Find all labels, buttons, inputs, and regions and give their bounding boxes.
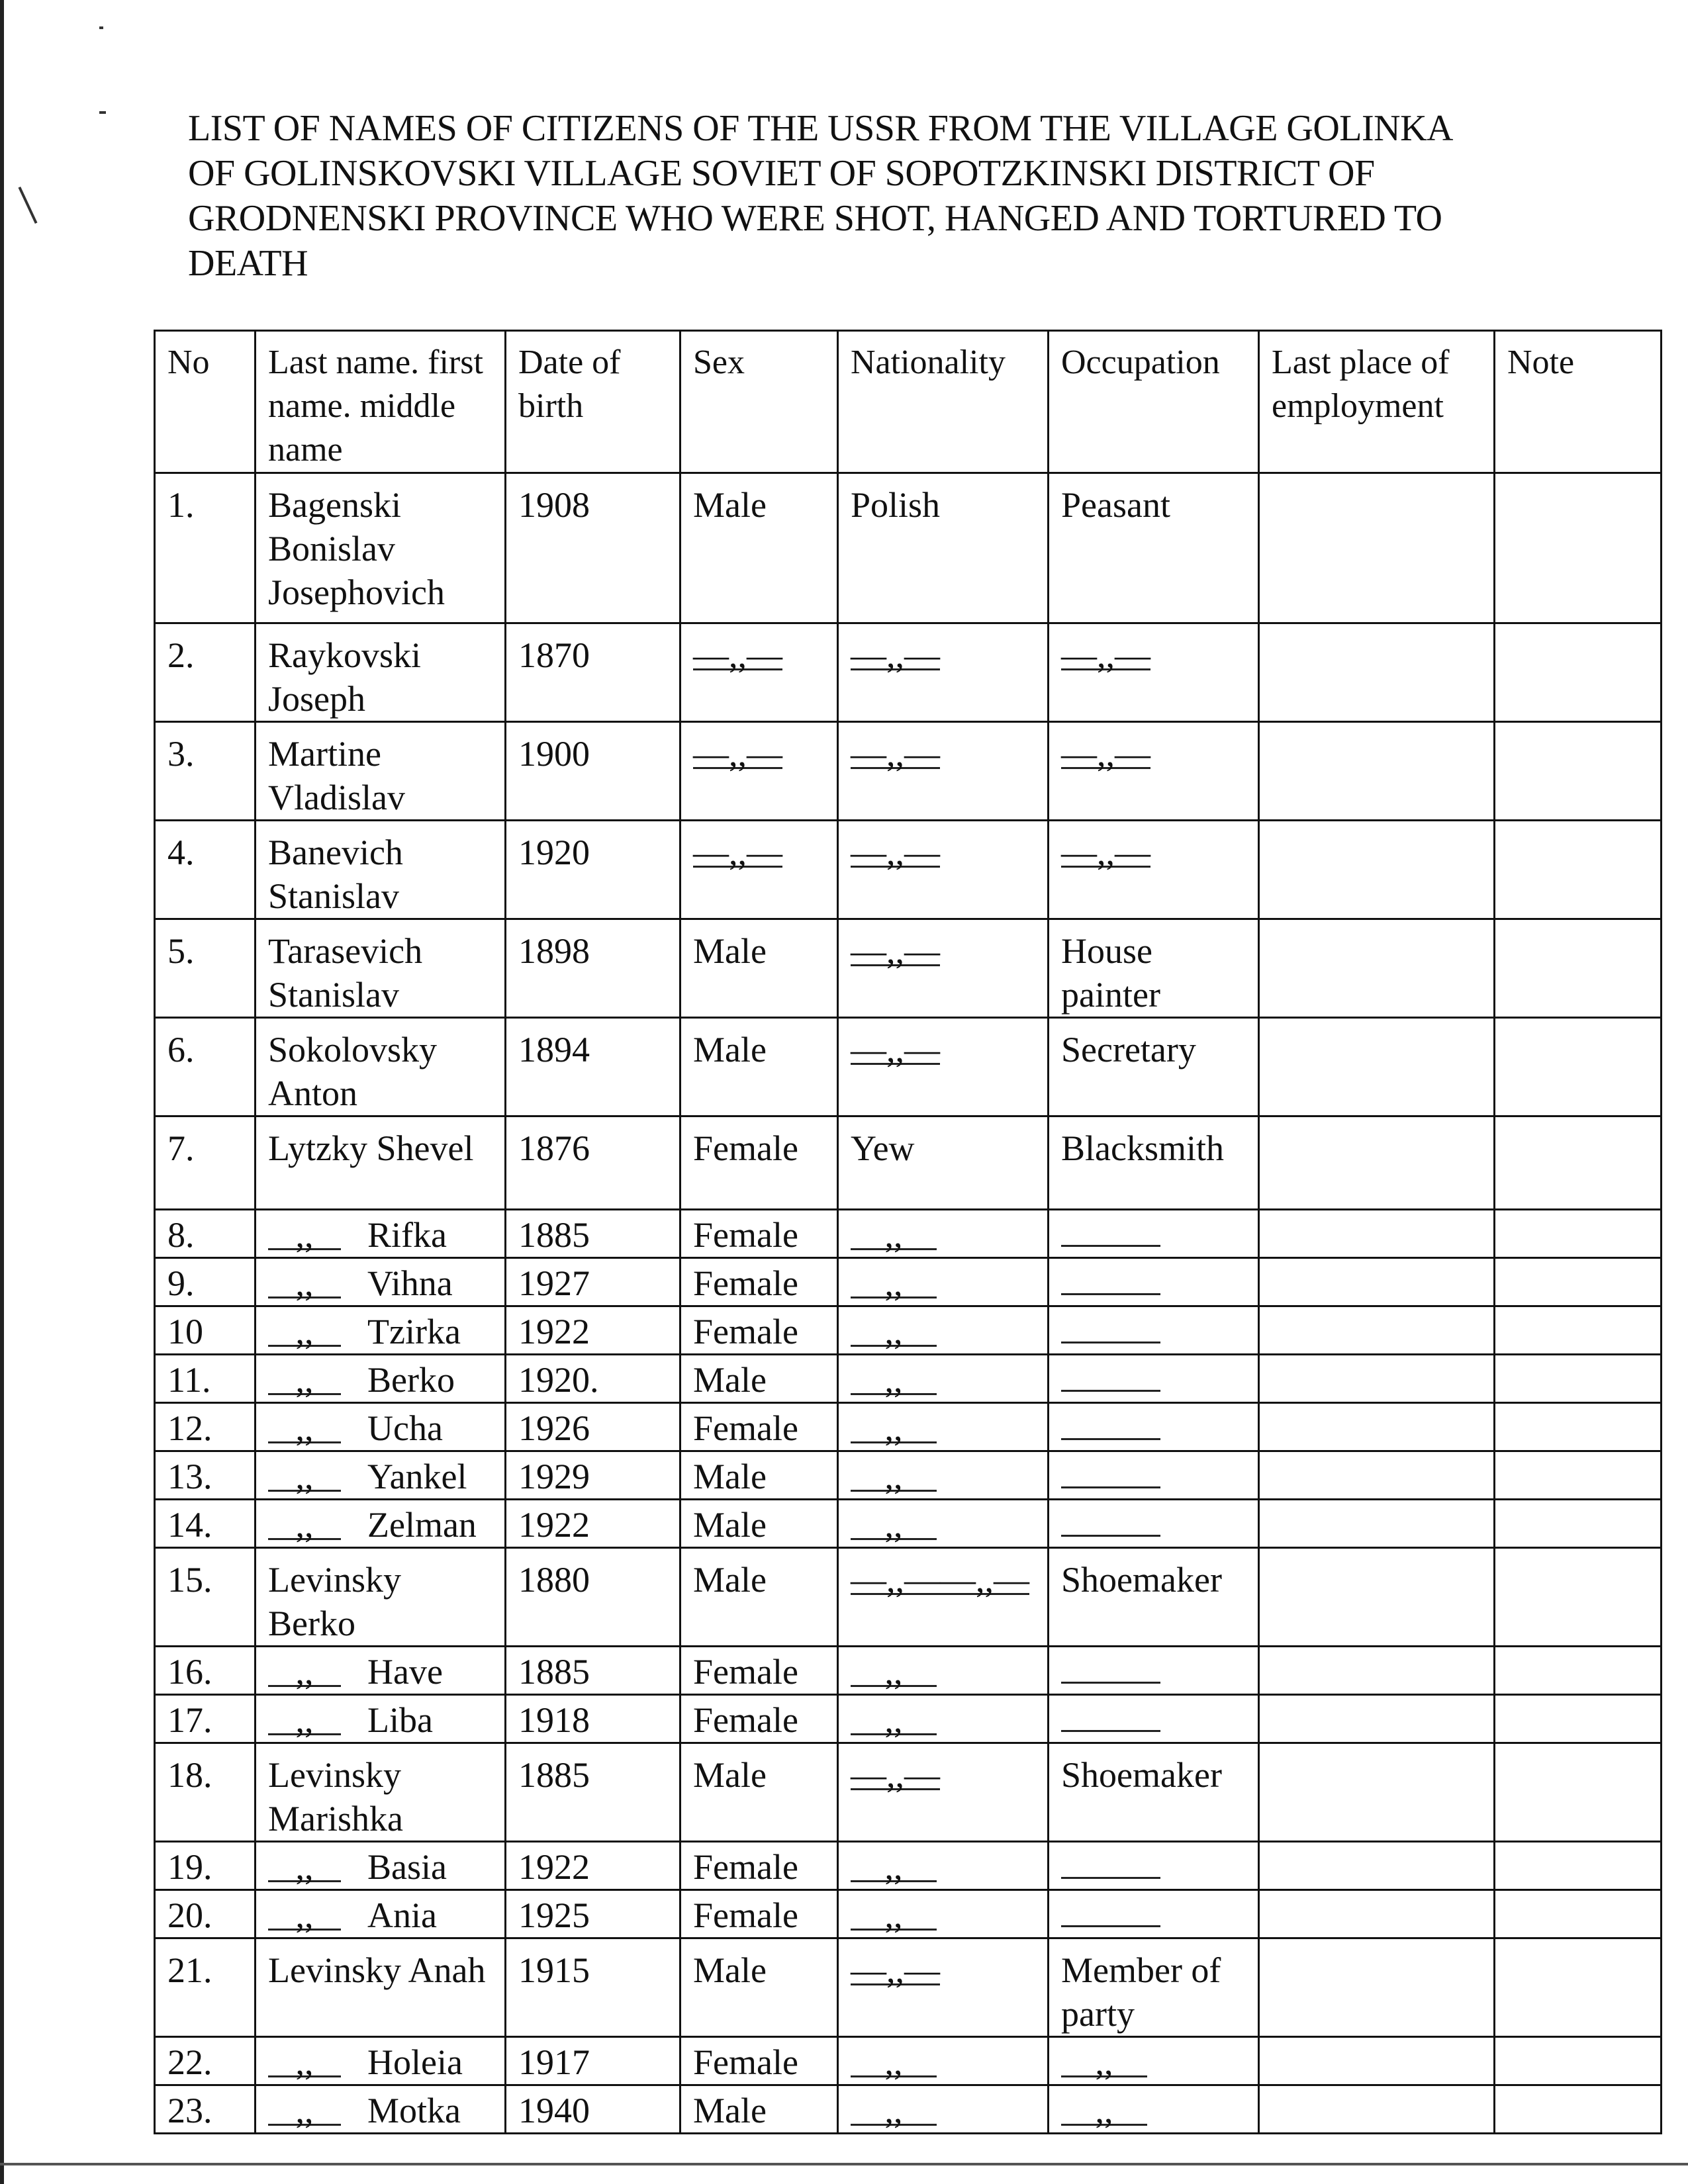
table-header-row bbox=[155, 331, 1662, 473]
first-name: Yankel bbox=[367, 1457, 467, 1496]
cell-name: Tarasevich Stanislav bbox=[256, 919, 506, 1018]
cell-name: Lytzky Shevel bbox=[256, 1116, 506, 1210]
cell-occupation: Member of party bbox=[1049, 1938, 1259, 2037]
first-name: Tzirka bbox=[367, 1312, 461, 1351]
cell-name: Bagenski Bonislav Josephovich bbox=[256, 473, 506, 623]
cell-last-employment bbox=[1259, 821, 1495, 919]
cell-note bbox=[1495, 1500, 1662, 1548]
cell-name bbox=[256, 1258, 506, 1306]
cell-dob: 1925 bbox=[506, 1890, 680, 1938]
table-row bbox=[155, 1890, 1662, 1938]
cell-no: 20. bbox=[155, 1890, 256, 1938]
cell-nationality bbox=[838, 722, 1049, 821]
header-note: Note bbox=[1495, 331, 1662, 473]
cell-sex: Male bbox=[680, 1548, 838, 1647]
cell-last-employment bbox=[1259, 2085, 1495, 2134]
cell-occupation: Blacksmith bbox=[1049, 1116, 1259, 1210]
cell-sex: Female bbox=[680, 1306, 838, 1355]
ditto-mark: ,, bbox=[268, 1659, 341, 1687]
table-row bbox=[155, 1743, 1662, 1842]
table-row bbox=[155, 1451, 1662, 1500]
cell-last-employment bbox=[1259, 1647, 1495, 1695]
cell-name: Sokolovsky Anton bbox=[256, 1018, 506, 1116]
cell-sex: Female bbox=[680, 1258, 838, 1306]
ditto-mark: ,, bbox=[268, 1512, 341, 1540]
table-row bbox=[155, 821, 1662, 919]
cell-nationality bbox=[838, 1403, 1049, 1451]
ditto-mark: ,, bbox=[268, 1463, 341, 1492]
first-name: Ania bbox=[367, 1895, 437, 1935]
cell-name bbox=[256, 2085, 506, 2134]
cell-occupation: Peasant bbox=[1049, 473, 1259, 623]
cell-name: Banevich Stanislav bbox=[256, 821, 506, 919]
table-row bbox=[155, 1548, 1662, 1647]
cell-last-employment bbox=[1259, 1210, 1495, 1258]
cell-no: 17. bbox=[155, 1695, 256, 1743]
blank-line bbox=[1061, 1218, 1160, 1247]
cell-no: 18. bbox=[155, 1743, 256, 1842]
cell-name bbox=[256, 1842, 506, 1890]
cell-occupation bbox=[1049, 821, 1259, 919]
table-row bbox=[155, 722, 1662, 821]
cell-dob: 1880 bbox=[506, 1548, 680, 1647]
cell-sex bbox=[680, 623, 838, 722]
cell-sex: Male bbox=[680, 1451, 838, 1500]
first-name: Basia bbox=[367, 1847, 447, 1887]
cell-occupation bbox=[1049, 623, 1259, 722]
cell-last-employment bbox=[1259, 722, 1495, 821]
cell-no: 10 bbox=[155, 1306, 256, 1355]
cell-nationality bbox=[838, 1938, 1049, 2037]
cell-dob: 1922 bbox=[506, 1500, 680, 1548]
cell-last-employment bbox=[1259, 1451, 1495, 1500]
table-row bbox=[155, 1258, 1662, 1306]
ditto-mark: ,, bbox=[268, 1707, 341, 1735]
cell-dob: 1900 bbox=[506, 722, 680, 821]
ditto-mark: ,, bbox=[268, 1902, 341, 1931]
ditto-mark: ,, bbox=[268, 2049, 341, 2077]
cell-no: 15. bbox=[155, 1548, 256, 1647]
table-row bbox=[155, 1306, 1662, 1355]
cell-last-employment bbox=[1259, 1890, 1495, 1938]
blank-line bbox=[1061, 1412, 1160, 1440]
ditto-mark: —,,— bbox=[851, 833, 940, 872]
cell-occupation bbox=[1049, 1258, 1259, 1306]
ditto-mark: ,, bbox=[851, 1854, 937, 1882]
cell-nationality bbox=[838, 1743, 1049, 1842]
cell-note bbox=[1495, 1116, 1662, 1210]
ditto-mark: —,,— bbox=[1061, 734, 1150, 774]
ditto-mark: —,,— bbox=[693, 635, 782, 675]
cell-no: 1. bbox=[155, 473, 256, 623]
cell-dob: 1894 bbox=[506, 1018, 680, 1116]
cell-no: 19. bbox=[155, 1842, 256, 1890]
cell-no: 22. bbox=[155, 2037, 256, 2085]
cell-dob: 1908 bbox=[506, 473, 680, 623]
header-name: Last name. first name. middle name bbox=[256, 331, 506, 473]
cell-nationality bbox=[838, 1355, 1049, 1403]
ditto-mark: ,, bbox=[268, 1415, 341, 1443]
first-name: Holeia bbox=[367, 2042, 463, 2082]
table-row bbox=[155, 623, 1662, 722]
ditto-mark: ,, bbox=[851, 1222, 937, 1250]
cell-note bbox=[1495, 1018, 1662, 1116]
cell-sex: Female bbox=[680, 1842, 838, 1890]
cell-sex: Male bbox=[680, 1500, 838, 1548]
cell-dob: 1920. bbox=[506, 1355, 680, 1403]
cell-no: 6. bbox=[155, 1018, 256, 1116]
cell-occupation: House painter bbox=[1049, 919, 1259, 1018]
ditto-mark: ,, bbox=[851, 2049, 937, 2077]
cell-last-employment bbox=[1259, 1842, 1495, 1890]
blank-line bbox=[1061, 1363, 1160, 1392]
table-row bbox=[155, 1695, 1662, 1743]
cell-nationality bbox=[838, 1500, 1049, 1548]
cell-note bbox=[1495, 722, 1662, 821]
first-name: Motka bbox=[367, 2091, 461, 2130]
ditto-mark: —,,— bbox=[693, 734, 782, 774]
cell-occupation bbox=[1049, 1647, 1259, 1695]
table-row bbox=[155, 1355, 1662, 1403]
cell-note bbox=[1495, 1258, 1662, 1306]
ditto-mark: ,, bbox=[851, 1367, 937, 1395]
ditto-mark: —,,— bbox=[693, 833, 782, 872]
cell-nationality bbox=[838, 1210, 1049, 1258]
cell-nationality bbox=[838, 1890, 1049, 1938]
cell-sex: Male bbox=[680, 2085, 838, 2134]
cell-name: Levinsky Berko bbox=[256, 1548, 506, 1647]
cell-name: Raykovski Joseph bbox=[256, 623, 506, 722]
header-no: No bbox=[155, 331, 256, 473]
cell-name bbox=[256, 1695, 506, 1743]
cell-last-employment bbox=[1259, 1500, 1495, 1548]
cell-dob: 1915 bbox=[506, 1938, 680, 2037]
cell-sex: Male bbox=[680, 1743, 838, 1842]
header-sex: Sex bbox=[680, 331, 838, 473]
cell-occupation bbox=[1049, 1890, 1259, 1938]
ditto-mark: ,, bbox=[268, 1367, 341, 1395]
cell-note bbox=[1495, 2037, 1662, 2085]
cell-name bbox=[256, 1890, 506, 1938]
cell-sex bbox=[680, 821, 838, 919]
cell-name bbox=[256, 1306, 506, 1355]
cell-last-employment bbox=[1259, 1548, 1495, 1647]
cell-sex: Female bbox=[680, 1116, 838, 1210]
cell-last-employment bbox=[1259, 1938, 1495, 2037]
ditto-mark: ,, bbox=[851, 1659, 937, 1687]
table-row bbox=[155, 1500, 1662, 1548]
cell-name bbox=[256, 1451, 506, 1500]
cell-occupation bbox=[1049, 1500, 1259, 1548]
title-line: GRODNENSKI PROVINCE WHO WERE SHOT, HANGED AND TORTURED TO bbox=[188, 198, 1442, 239]
ditto-mark: ,, bbox=[1061, 2049, 1147, 2077]
cell-note bbox=[1495, 1695, 1662, 1743]
ditto-mark: —,,— bbox=[851, 931, 940, 971]
cell-name bbox=[256, 1355, 506, 1403]
cell-no: 3. bbox=[155, 722, 256, 821]
cell-sex: Female bbox=[680, 1890, 838, 1938]
ditto-mark: ,, bbox=[1061, 2097, 1147, 2126]
cell-dob: 1922 bbox=[506, 1306, 680, 1355]
cell-note bbox=[1495, 1403, 1662, 1451]
table-body bbox=[155, 473, 1662, 2134]
table-row bbox=[155, 2037, 1662, 2085]
cell-dob: 1898 bbox=[506, 919, 680, 1018]
document-title bbox=[188, 106, 1565, 286]
cell-name: Levinsky Marishka bbox=[256, 1743, 506, 1842]
cell-name bbox=[256, 1500, 506, 1548]
cell-note bbox=[1495, 623, 1662, 722]
ditto-mark: ,, bbox=[268, 1270, 341, 1298]
ditto-mark: —,,——,,— bbox=[851, 1560, 1029, 1600]
cell-sex: Male bbox=[680, 1018, 838, 1116]
scan-speck bbox=[19, 187, 38, 224]
cell-dob: 1885 bbox=[506, 1647, 680, 1695]
cell-no: 5. bbox=[155, 919, 256, 1018]
cell-nationality bbox=[838, 1548, 1049, 1647]
cell-no: 2. bbox=[155, 623, 256, 722]
first-name: Rifka bbox=[367, 1215, 447, 1255]
cell-sex: Female bbox=[680, 1403, 838, 1451]
blank-line bbox=[1061, 1850, 1160, 1879]
cell-sex: Male bbox=[680, 473, 838, 623]
header-dob: Date of birth bbox=[506, 331, 680, 473]
cell-nationality bbox=[838, 919, 1049, 1018]
cell-last-employment bbox=[1259, 2037, 1495, 2085]
cell-dob: 1940 bbox=[506, 2085, 680, 2134]
cell-last-employment bbox=[1259, 1306, 1495, 1355]
cell-dob: 1918 bbox=[506, 1695, 680, 1743]
first-name: Ucha bbox=[367, 1408, 443, 1448]
ditto-mark: ,, bbox=[851, 1270, 937, 1298]
ditto-mark: ,, bbox=[851, 2097, 937, 2126]
cell-sex: Male bbox=[680, 1355, 838, 1403]
cell-note bbox=[1495, 2085, 1662, 2134]
cell-occupation bbox=[1049, 1210, 1259, 1258]
cell-occupation bbox=[1049, 1695, 1259, 1743]
cell-occupation bbox=[1049, 722, 1259, 821]
cell-sex: Female bbox=[680, 1695, 838, 1743]
cell-dob: 1876 bbox=[506, 1116, 680, 1210]
cell-note bbox=[1495, 1743, 1662, 1842]
ditto-mark: ,, bbox=[851, 1902, 937, 1931]
title-line: OF GOLINSKOVSKI VILLAGE SOVIET OF SOPOTZKINSKI DISTRICT OF bbox=[188, 153, 1375, 194]
cell-no: 11. bbox=[155, 1355, 256, 1403]
table-row bbox=[155, 919, 1662, 1018]
cell-occupation: Secretary bbox=[1049, 1018, 1259, 1116]
cell-nationality bbox=[838, 2037, 1049, 2085]
cell-no: 8. bbox=[155, 1210, 256, 1258]
ditto-mark: —,,— bbox=[851, 1755, 940, 1795]
cell-occupation bbox=[1049, 1842, 1259, 1890]
cell-note bbox=[1495, 1548, 1662, 1647]
cell-occupation bbox=[1049, 2037, 1259, 2085]
cell-nationality: Polish bbox=[838, 473, 1049, 623]
cell-note bbox=[1495, 821, 1662, 919]
table-row bbox=[155, 1018, 1662, 1116]
cell-last-employment bbox=[1259, 1743, 1495, 1842]
cell-last-employment bbox=[1259, 1403, 1495, 1451]
cell-nationality bbox=[838, 1695, 1049, 1743]
ditto-mark: ,, bbox=[851, 1707, 937, 1735]
cell-dob: 1885 bbox=[506, 1743, 680, 1842]
table-row bbox=[155, 473, 1662, 623]
ditto-mark: —,,— bbox=[851, 1030, 940, 1069]
cell-nationality bbox=[838, 1647, 1049, 1695]
cell-nationality bbox=[838, 1451, 1049, 1500]
cell-last-employment bbox=[1259, 1018, 1495, 1116]
cell-no: 7. bbox=[155, 1116, 256, 1210]
cell-note bbox=[1495, 1306, 1662, 1355]
cell-sex: Female bbox=[680, 1210, 838, 1258]
first-name: Zelman bbox=[367, 1505, 477, 1545]
cell-note bbox=[1495, 1938, 1662, 2037]
cell-dob: 1922 bbox=[506, 1842, 680, 1890]
cell-last-employment bbox=[1259, 623, 1495, 722]
cell-dob: 1870 bbox=[506, 623, 680, 722]
blank-line bbox=[1061, 1704, 1160, 1732]
cell-sex: Female bbox=[680, 2037, 838, 2085]
header-last-employment: Last place of employment bbox=[1259, 331, 1495, 473]
blank-line bbox=[1061, 1460, 1160, 1488]
first-name: Liba bbox=[367, 1700, 433, 1740]
cell-name bbox=[256, 1647, 506, 1695]
cell-occupation bbox=[1049, 1451, 1259, 1500]
ditto-mark: ,, bbox=[851, 1318, 937, 1347]
cell-nationality bbox=[838, 1258, 1049, 1306]
cell-note bbox=[1495, 1842, 1662, 1890]
cell-no: 14. bbox=[155, 1500, 256, 1548]
cell-last-employment bbox=[1259, 919, 1495, 1018]
table-row bbox=[155, 1647, 1662, 1695]
header-occupation: Occupation bbox=[1049, 331, 1259, 473]
cell-no: 13. bbox=[155, 1451, 256, 1500]
cell-note bbox=[1495, 1355, 1662, 1403]
table-row bbox=[155, 1210, 1662, 1258]
ditto-mark: —,,— bbox=[1061, 833, 1150, 872]
cell-no: 21. bbox=[155, 1938, 256, 2037]
ditto-mark: ,, bbox=[268, 1854, 341, 1882]
cell-last-employment bbox=[1259, 1355, 1495, 1403]
cell-occupation bbox=[1049, 1403, 1259, 1451]
ditto-mark: —,,— bbox=[851, 1950, 940, 1990]
scan-speck bbox=[99, 111, 106, 114]
table-row bbox=[155, 1938, 1662, 2037]
cell-note bbox=[1495, 1890, 1662, 1938]
ditto-mark: ,, bbox=[268, 1222, 341, 1250]
cell-sex bbox=[680, 722, 838, 821]
table-row bbox=[155, 1842, 1662, 1890]
cell-no: 4. bbox=[155, 821, 256, 919]
cell-dob: 1926 bbox=[506, 1403, 680, 1451]
table-row bbox=[155, 1403, 1662, 1451]
scan-edge-bottom bbox=[0, 2163, 1688, 2165]
blank-line bbox=[1061, 1267, 1160, 1295]
cell-nationality bbox=[838, 1018, 1049, 1116]
first-name: Have bbox=[367, 1652, 443, 1692]
cell-name bbox=[256, 1403, 506, 1451]
cell-name bbox=[256, 1210, 506, 1258]
cell-dob: 1917 bbox=[506, 2037, 680, 2085]
cell-dob: 1929 bbox=[506, 1451, 680, 1500]
cell-no: 12. bbox=[155, 1403, 256, 1451]
cell-occupation bbox=[1049, 2085, 1259, 2134]
cell-occupation bbox=[1049, 1355, 1259, 1403]
blank-line bbox=[1061, 1508, 1160, 1537]
cell-nationality bbox=[838, 821, 1049, 919]
cell-note bbox=[1495, 1647, 1662, 1695]
cell-last-employment bbox=[1259, 1695, 1495, 1743]
cell-nationality bbox=[838, 1306, 1049, 1355]
table-row bbox=[155, 2085, 1662, 2134]
cell-name: Martine Vladislav bbox=[256, 722, 506, 821]
scan-speck bbox=[99, 26, 103, 29]
ditto-mark: ,, bbox=[851, 1463, 937, 1492]
ditto-mark: ,, bbox=[851, 1415, 937, 1443]
cell-sex: Male bbox=[680, 919, 838, 1018]
cell-note bbox=[1495, 1451, 1662, 1500]
first-name: Vihna bbox=[367, 1263, 453, 1303]
ditto-mark: ,, bbox=[268, 1318, 341, 1347]
cell-occupation bbox=[1049, 1306, 1259, 1355]
table-row bbox=[155, 1116, 1662, 1210]
title-line: LIST OF NAMES OF CITIZENS OF THE USSR FROM THE VILLAGE GOLINKA bbox=[188, 108, 1453, 149]
cell-dob: 1885 bbox=[506, 1210, 680, 1258]
cell-no: 16. bbox=[155, 1647, 256, 1695]
blank-line bbox=[1061, 1899, 1160, 1927]
first-name: Berko bbox=[367, 1360, 455, 1400]
victims-table bbox=[154, 330, 1662, 2134]
ditto-mark: ,, bbox=[268, 2097, 341, 2126]
cell-nationality: Yew bbox=[838, 1116, 1049, 1210]
cell-last-employment bbox=[1259, 1116, 1495, 1210]
cell-dob: 1920 bbox=[506, 821, 680, 919]
ditto-mark: ,, bbox=[851, 1512, 937, 1540]
cell-dob: 1927 bbox=[506, 1258, 680, 1306]
ditto-mark: —,,— bbox=[851, 635, 940, 675]
cell-occupation: Shoemaker bbox=[1049, 1548, 1259, 1647]
ditto-mark: —,,— bbox=[851, 734, 940, 774]
cell-sex: Male bbox=[680, 1938, 838, 2037]
cell-nationality bbox=[838, 2085, 1049, 2134]
cell-no: 23. bbox=[155, 2085, 256, 2134]
cell-nationality bbox=[838, 1842, 1049, 1890]
ditto-mark: —,,— bbox=[1061, 635, 1150, 675]
cell-note bbox=[1495, 919, 1662, 1018]
header-nationality: Nationality bbox=[838, 331, 1049, 473]
blank-line bbox=[1061, 1315, 1160, 1343]
cell-note bbox=[1495, 1210, 1662, 1258]
title-line: DEATH bbox=[188, 243, 308, 284]
cell-no: 9. bbox=[155, 1258, 256, 1306]
cell-note bbox=[1495, 473, 1662, 623]
blank-line bbox=[1061, 1655, 1160, 1684]
cell-last-employment bbox=[1259, 473, 1495, 623]
cell-nationality bbox=[838, 623, 1049, 722]
cell-name bbox=[256, 2037, 506, 2085]
cell-sex: Female bbox=[680, 1647, 838, 1695]
cell-name: Levinsky Anah bbox=[256, 1938, 506, 2037]
cell-last-employment bbox=[1259, 1258, 1495, 1306]
scan-edge-left bbox=[0, 0, 4, 2184]
cell-occupation: Shoemaker bbox=[1049, 1743, 1259, 1842]
